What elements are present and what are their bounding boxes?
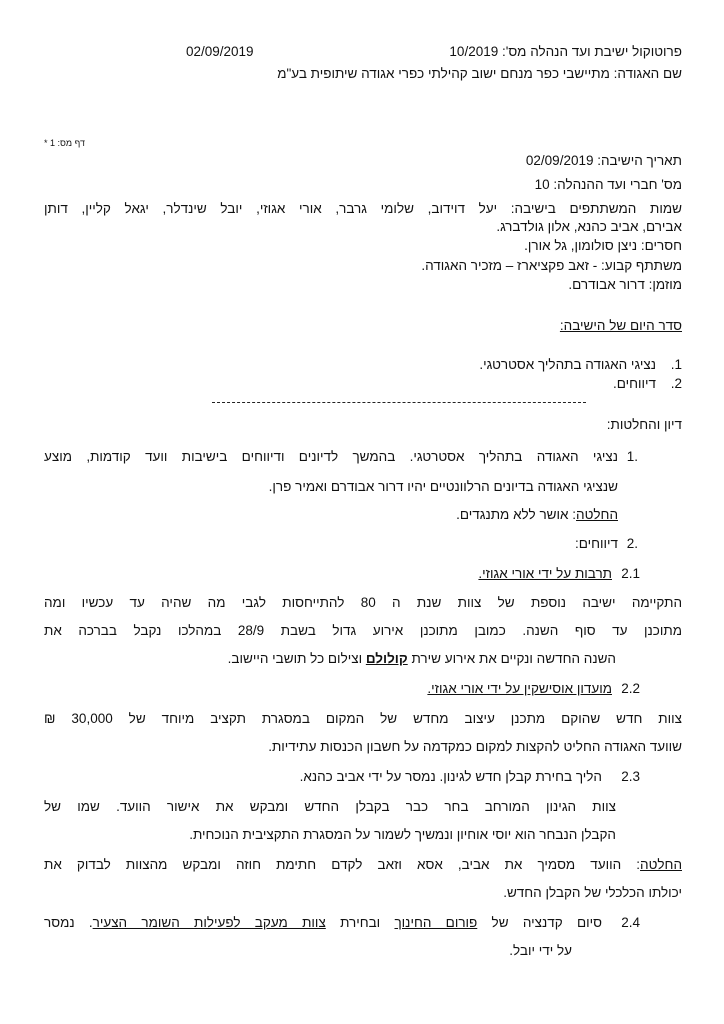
section-text (44, 915, 602, 930)
section-number: 2.3 (621, 769, 640, 784)
forum-link: פורום החינוך (394, 915, 478, 930)
section-text: שוועד האגודה החליט להקצות למקום כמקדמה על חשבון הכנסות עתידיות. (268, 739, 682, 754)
section-title: תרבות על ידי אורי אגוזי. (478, 566, 612, 581)
association-name: שם האגודה: מתיישבי כפר מנחם ישוב קהילתי כפרי אגודה שיתופית בע"מ (277, 66, 682, 81)
section-number: 2.1 (621, 566, 640, 581)
protocol-title: פרוטוקול ישיבת ועד הנהלה מס': 10/2019 (449, 44, 682, 59)
section-text: מתוכנן עד סוף השנה. כמובן מתוכנן אירוע גדול בשבת 28/9 במהלכו נקבל בברכה את (44, 623, 683, 638)
section-text-part: וצילום כל תושבי היישוב. (227, 651, 366, 666)
section-text: התקיימה ישיבה נוספת של צוות שנת ה 80 להתייחסות לגבי מה שהיה עד עכשיו ומה (44, 595, 683, 610)
permanent-participant: משתתף קבוע: - זאב פקציארז – מזכיר האגודה. (421, 258, 682, 273)
agenda-item: דיווחים. (612, 376, 656, 391)
section-text-part: ובחירת (325, 915, 395, 930)
discussion-text: נציגי האגודה בתהליך אסטרטגי. בהמשך לדיונים ודיווחים בישיבות וועד קודמות, מוצע (44, 449, 618, 464)
participants-line: אבירם, אביב כהנא, אלון גולדברג. (496, 219, 682, 234)
members-count: מס' חברי ועד ההנהלה: 10 (534, 177, 682, 192)
section-text (228, 651, 616, 666)
decision-text: : הוועד מסמיך את אביב, אסא וזאב לקדם חתימת חוזה ומבקש מהצוות לבדוק את (44, 857, 641, 872)
separator-line (212, 402, 586, 403)
decision-text: יכולתו הכלכלי של הקבלן החדש. (503, 885, 682, 900)
absent-members: חסרים: ניצן סולומון, גל אורן. (524, 238, 682, 253)
section-title: הליך בחירת קבלן חדש לגינון. נמסר על ידי אביב כהנא. (299, 769, 602, 784)
section-text-part: השנה החדשה ונקיים את אירוע שירת (407, 651, 616, 666)
agenda-item-number: 1. (670, 357, 682, 372)
decision-label: החלטה (640, 857, 682, 872)
invited-guest: מוזמן: דרור אבודרם. (568, 277, 682, 292)
section-text-part: סיום קדנציה של (477, 915, 602, 930)
participants-line: שמות המשתתפים בישיבה: יעל דוידוב, שלומי גרבר, אורי אגוזי, יובל שינדלר, יגאל קליין, דותן (44, 201, 682, 216)
team-link: צוות מעקב לפעילות השומר הצעיר (92, 915, 326, 930)
agenda-item: נציגי האגודה בתהליך אסטרטגי. (479, 357, 656, 372)
protocol-date: 02/09/2019 (186, 44, 254, 59)
agenda-item-number: 2. (670, 376, 682, 391)
page-number: דף מס: 1 * (44, 138, 85, 148)
section-text-part: . נמסר (44, 915, 93, 930)
discussion-text: שנציגי האגודה בדיונים הרלוונטיים יהיו דרור אבודרם ואמיר פרן. (268, 479, 618, 494)
section-text: הקבלן הנבחר הוא יוסי אוחיון ונמשיך לשמור על המסגרת התקציבית הנוכחית. (189, 827, 616, 842)
section-text: צוות הגינון המורחב בחר כבר בקבלן החדש ומבקש את אישור הוועד. שמו של (44, 799, 616, 814)
discussion-item-number: 2. (626, 536, 638, 551)
meeting-date: תאריך הישיבה: 02/09/2019 (525, 153, 682, 168)
section-number: 2.4 (621, 915, 640, 930)
decision (44, 857, 682, 872)
section-number: 2.2 (621, 681, 640, 696)
agenda-title: סדר היום של הישיבה: (559, 318, 682, 333)
decision-text: : אושר ללא מתנגדים. (456, 507, 577, 522)
decision (456, 507, 618, 522)
section-text: צוות חדש שהוקם מתכנן עיצוב מחדש של המקום במסגרת תקציב מיוחד של 30,000 ₪ (44, 711, 682, 726)
reports-label: דיווחים: (574, 536, 618, 551)
discussion-title: דיון והחלטות: (606, 417, 682, 432)
section-title: מועדון אוסישקין על ידי אורי אגוזי. (427, 681, 612, 696)
discussion-item-number: 1. (626, 449, 638, 464)
event-name: קולולם (365, 651, 408, 666)
decision-label: החלטה (576, 507, 618, 522)
section-text: על ידי יובל. (509, 943, 572, 958)
